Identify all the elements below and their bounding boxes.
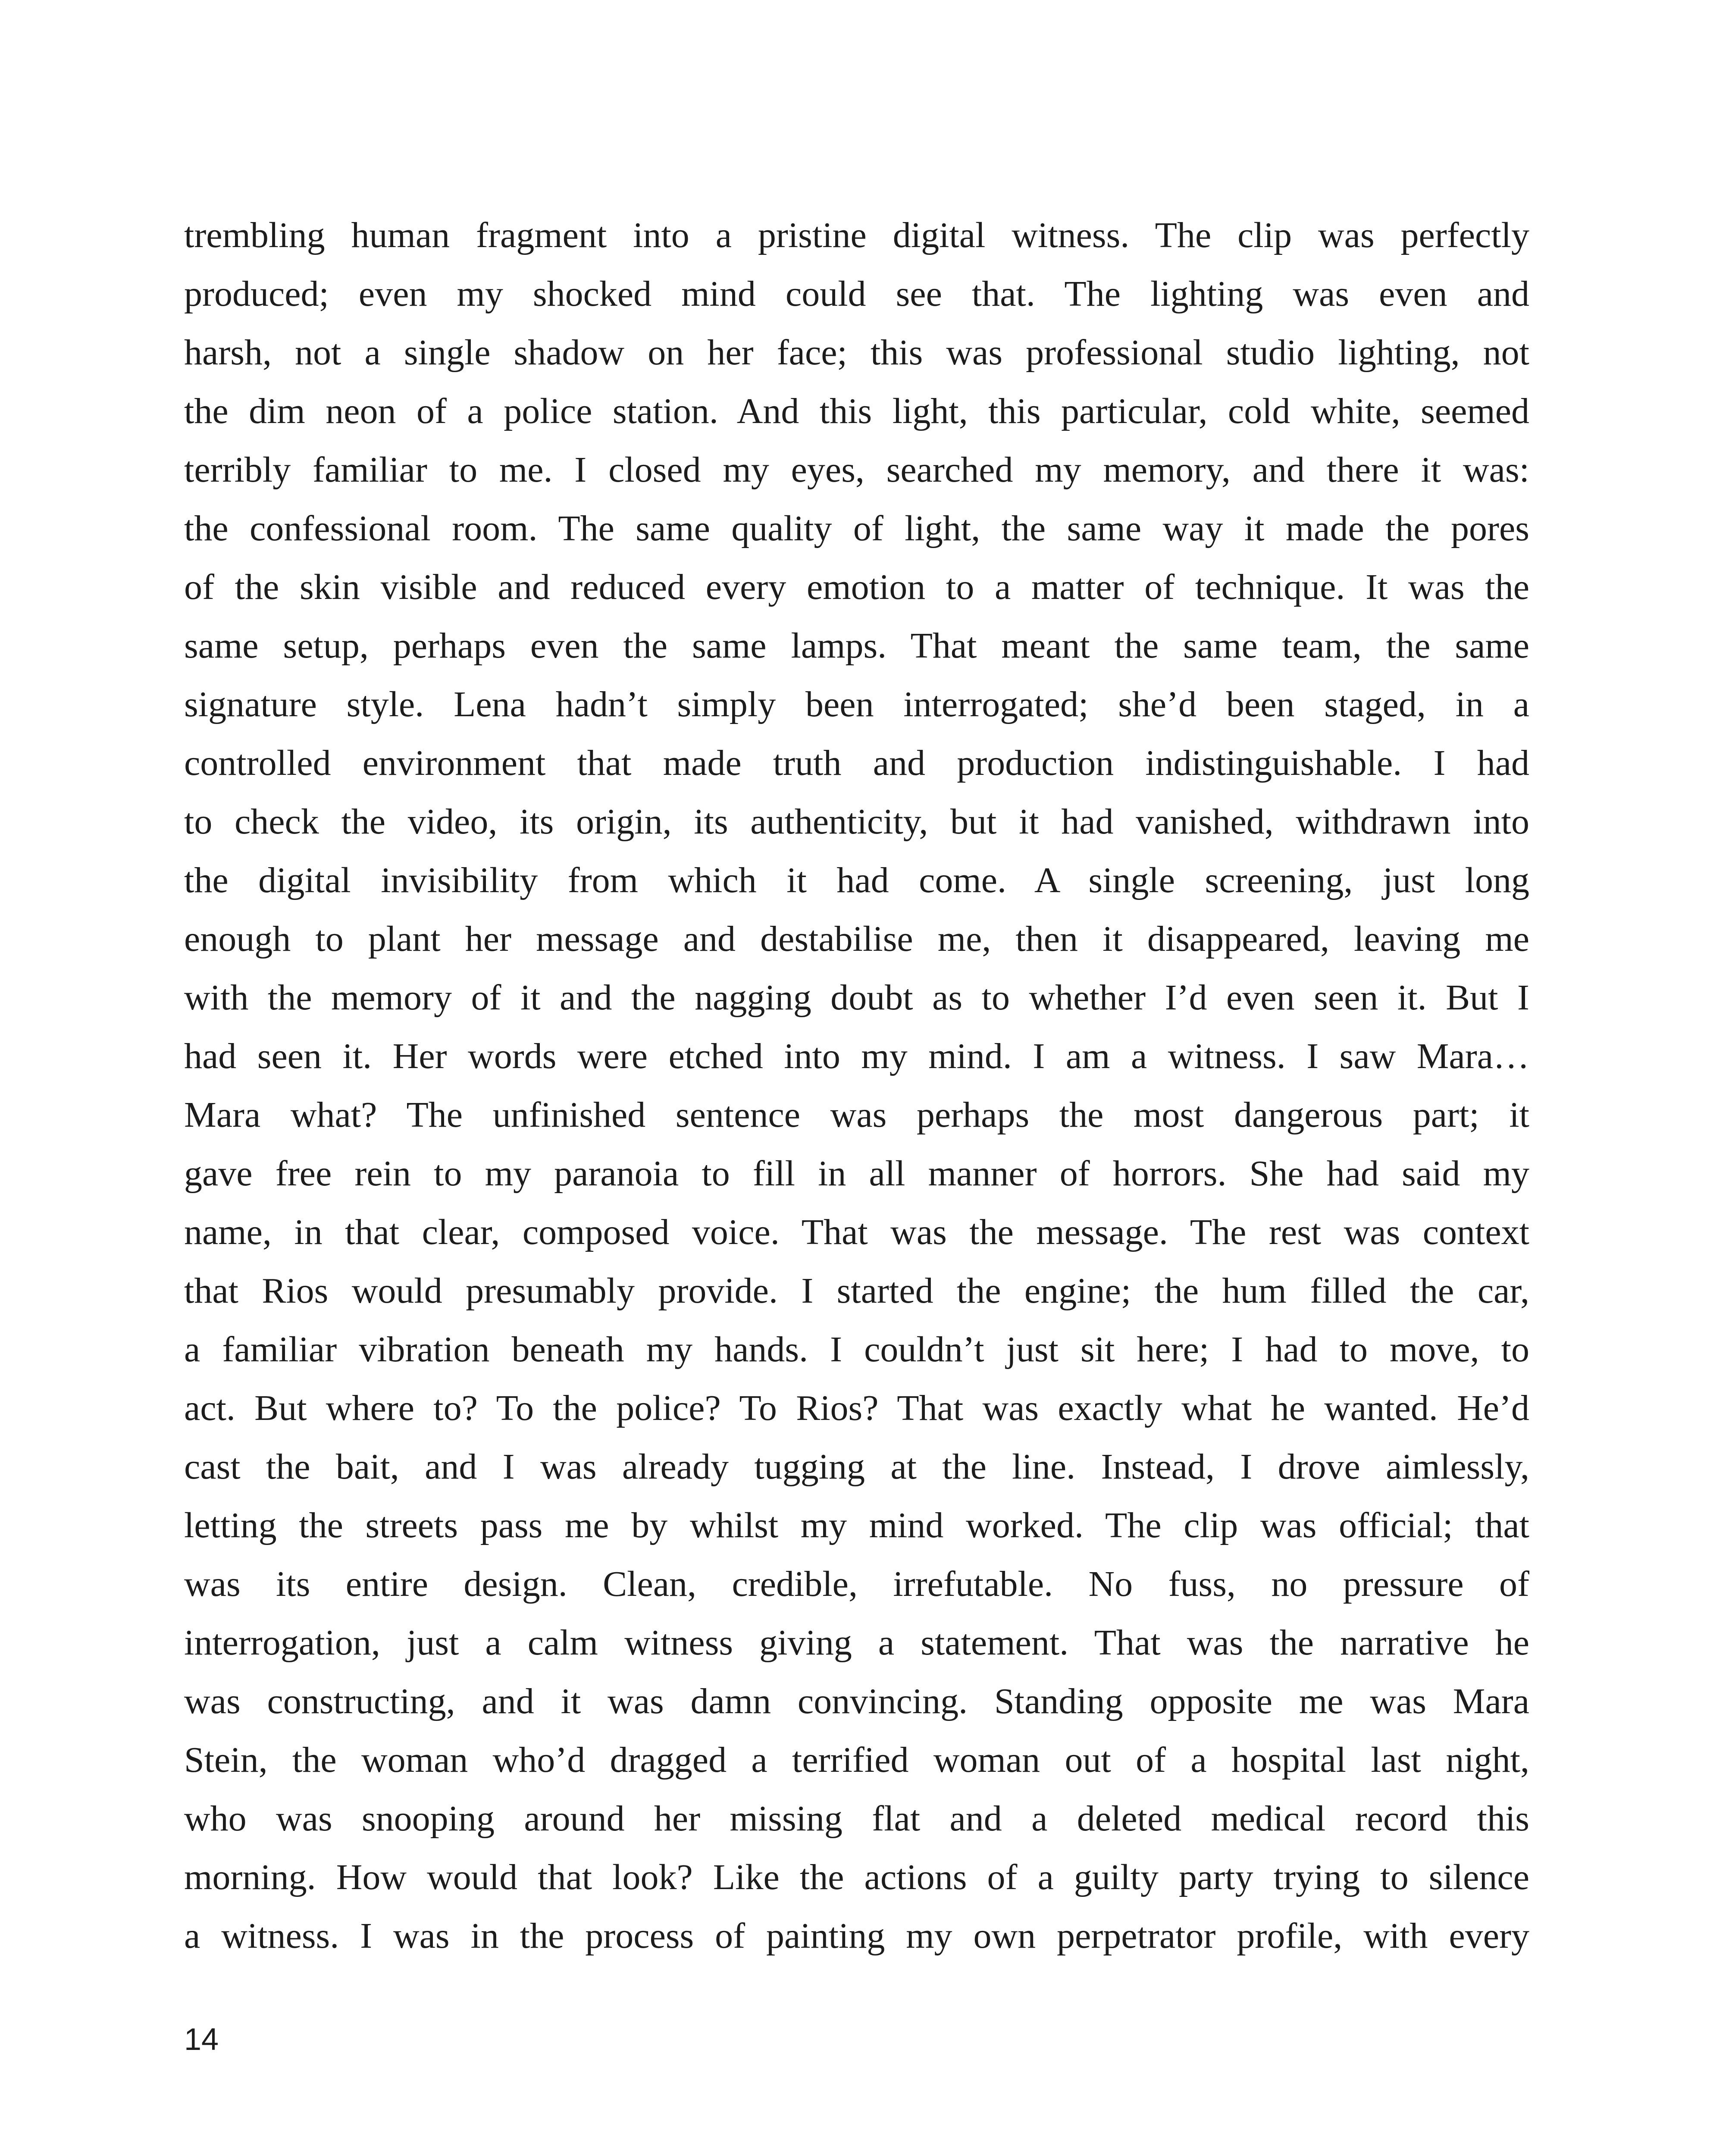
text-line: cast the bait, and I was already tugging at the line. Instead, I drove aimlessly, (184, 1447, 1529, 1487)
text-line: controlled environment that made truth and production indistinguishable. I had (184, 743, 1529, 783)
body-text (184, 206, 1529, 1965)
text-line: was its entire design. Clean, credible, irrefutable. No fuss, no pressure of (184, 1564, 1529, 1604)
text-line: harsh, not a single shadow on her face; this was professional studio lighting, not (184, 332, 1529, 373)
text-line: the digital invisibility from which it had come. A single screening, just long (184, 860, 1529, 900)
text-line: the confessional room. The same quality of light, the same way it made the pores (184, 508, 1529, 548)
text-line: gave free rein to my paranoia to fill in all manner of horrors. She had said my (184, 1153, 1529, 1194)
text-line: act. But where to? To the police? To Rios? That was exactly what he wanted. He’d (184, 1388, 1529, 1428)
text-line: had seen it. Her words were etched into my mind. I am a witness. I saw Mara… (184, 1036, 1529, 1076)
text-line: enough to plant her message and destabilise me, then it disappeared, leaving me (184, 919, 1529, 959)
text-line: same setup, perhaps even the same lamps. That meant the same team, the same (184, 626, 1529, 666)
text-line: interrogation, just a calm witness giving a statement. That was the narrative he (184, 1623, 1529, 1663)
page-number: 14 (184, 2022, 219, 2057)
text-line: Stein, the woman who’d dragged a terrified woman out of a hospital last night, (184, 1740, 1529, 1780)
text-line: to check the video, its origin, its authenticity, but it had vanished, withdrawn into (184, 802, 1529, 842)
text-line: trembling human fragment into a pristine digital witness. The clip was perfectly (184, 215, 1529, 255)
text-line: name, in that clear, composed voice. That was the message. The rest was context (184, 1212, 1529, 1252)
text-line: Mara what? The unfinished sentence was perhaps the most dangerous part; it (184, 1095, 1529, 1135)
text-line: a familiar vibration beneath my hands. I couldn’t just sit here; I had to move, to (184, 1329, 1529, 1369)
text-line: that Rios would presumably provide. I started the engine; the hum filled the car, (184, 1271, 1529, 1311)
text-line: of the skin visible and reduced every emotion to a matter of technique. It was the (184, 567, 1529, 607)
text-line: morning. How would that look? Like the actions of a guilty party trying to silence (184, 1857, 1529, 1897)
text-line: the dim neon of a police station. And this light, this particular, cold white, seemed (184, 391, 1529, 431)
text-line: terribly familiar to me. I closed my eyes, searched my memory, and there it was: (184, 450, 1529, 490)
text-line: who was snooping around her missing flat and a deleted medical record this (184, 1799, 1529, 1839)
text-line: letting the streets pass me by whilst my mind worked. The clip was official; that (184, 1505, 1529, 1545)
text-line: signature style. Lena hadn’t simply been interrogated; she’d been staged, in a (184, 684, 1529, 724)
text-line: with the memory of it and the nagging doubt as to whether I’d even seen it. But I (184, 978, 1529, 1018)
text-line: a witness. I was in the process of painting my own perpetrator profile, with every (184, 1916, 1529, 1956)
text-line: produced; even my shocked mind could see that. The lighting was even and (184, 274, 1529, 314)
text-line: was constructing, and it was damn convincing. Standing opposite me was Mara (184, 1681, 1529, 1721)
